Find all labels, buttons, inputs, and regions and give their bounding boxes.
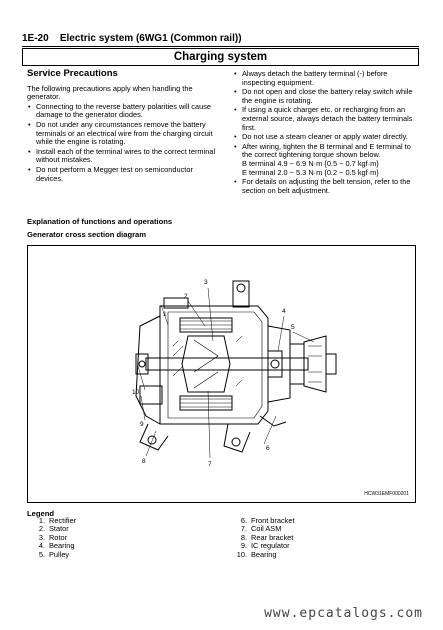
legend-number: 3. (38, 532, 45, 542)
legend-item (232, 551, 295, 559)
callout-5: 5 (291, 324, 295, 331)
precaution-item: • For details on adjusting the belt tension, refer to the section on belt adjustment. (233, 178, 419, 195)
precautions-list-right (233, 70, 419, 195)
header-rule (22, 46, 419, 47)
legend-label: Rotor (49, 532, 68, 542)
callout-9: 9 (140, 421, 144, 428)
callout-1: 1 (163, 311, 167, 318)
legend-number: 2. (38, 524, 45, 534)
precaution-item: • After wiring, tighten the B terminal and E terminal to the correct tightening torque shown below. B terminal 4.9 ~ 6.9 N·m {0.5 ~ 0.7 kgf·m} E terminal 2.0 ~ 5.3 N·m {0.2 ~ 0.5 kgf·m} (233, 143, 419, 177)
service-precautions-title: Service Precautions (27, 68, 118, 79)
precaution-item: • Connecting to the reverse battery polarities will cause damage to the generator diodes. (27, 103, 217, 120)
legend-label: Stator (49, 524, 69, 534)
section-title: Charging system (22, 48, 419, 66)
legend-label: Bearing (251, 549, 277, 559)
callout-7: 7 (208, 461, 212, 468)
callout-2: 2 (184, 293, 188, 300)
callout-6: 6 (266, 445, 270, 452)
precaution-item: • Do not open and close the battery relay switch while the engine is rotating. (233, 88, 419, 105)
generator-cross-section (28, 246, 415, 502)
right-column (233, 70, 419, 196)
precaution-item: • If using a quick charger etc. or recharging from an external source, always detach the battery terminals first. (233, 106, 419, 132)
legend-number: 8. (240, 532, 247, 542)
precaution-item: • Do not perform a Megger test on semiconductor devices. (27, 166, 217, 183)
precaution-item: • Do not use a steam cleaner or apply water directly. (233, 133, 419, 142)
callout-4: 4 (282, 308, 286, 315)
legend-label: Coil ASM (251, 524, 282, 534)
legend-number: 6. (240, 516, 247, 525)
precautions-list-left (27, 103, 217, 183)
legend-number: 7. (240, 524, 247, 534)
callout-3: 3 (204, 279, 208, 286)
legend-label: Pulley (49, 549, 70, 559)
legend-label: Rear bracket (251, 532, 294, 542)
diagram-code: HCW31EMF000201 (364, 491, 409, 497)
explanation-heading: Explanation of functions and operations (27, 217, 173, 226)
intro-text: The following precautions apply when handling the generator. (27, 83, 193, 102)
legend-number: 5. (38, 549, 45, 559)
legend-label: Front bracket (251, 516, 295, 525)
left-column (27, 70, 217, 184)
callout-8: 8 (142, 458, 146, 465)
watermark: www.epcatalogs.com (264, 606, 423, 621)
legend-left (30, 517, 76, 559)
legend-label: IC regulator (251, 541, 290, 551)
legend-item (30, 551, 76, 559)
legend-right (232, 517, 295, 559)
generator-diagram (27, 245, 416, 503)
legend-label: Rectifier (49, 516, 77, 525)
legend-number: 9. (240, 541, 247, 551)
callout-10: 10 (132, 389, 140, 396)
legend-number: 4. (38, 541, 45, 551)
page-ref: 1E-20 (22, 33, 49, 44)
page-header (22, 33, 242, 44)
precaution-item: • Always detach the battery terminal (-) before inspecting equipment. (233, 70, 419, 87)
precaution-item: • Install each of the terminal wires to the correct terminal without mistakes. (27, 148, 217, 165)
legend-label: Bearing (49, 541, 75, 551)
precaution-item: • Do not under any circumstances remove the battery terminals or an electrical wire from the charging circuit while the engine is rotating. (27, 121, 217, 147)
diagram-heading: Generator cross section diagram (27, 230, 147, 239)
legend-number: 1. (38, 516, 45, 525)
legend-title: Legend (27, 509, 55, 518)
legend-number: 10. (236, 549, 247, 559)
chapter-title: Electric system (6WG1 (Common rail)) (59, 33, 242, 44)
